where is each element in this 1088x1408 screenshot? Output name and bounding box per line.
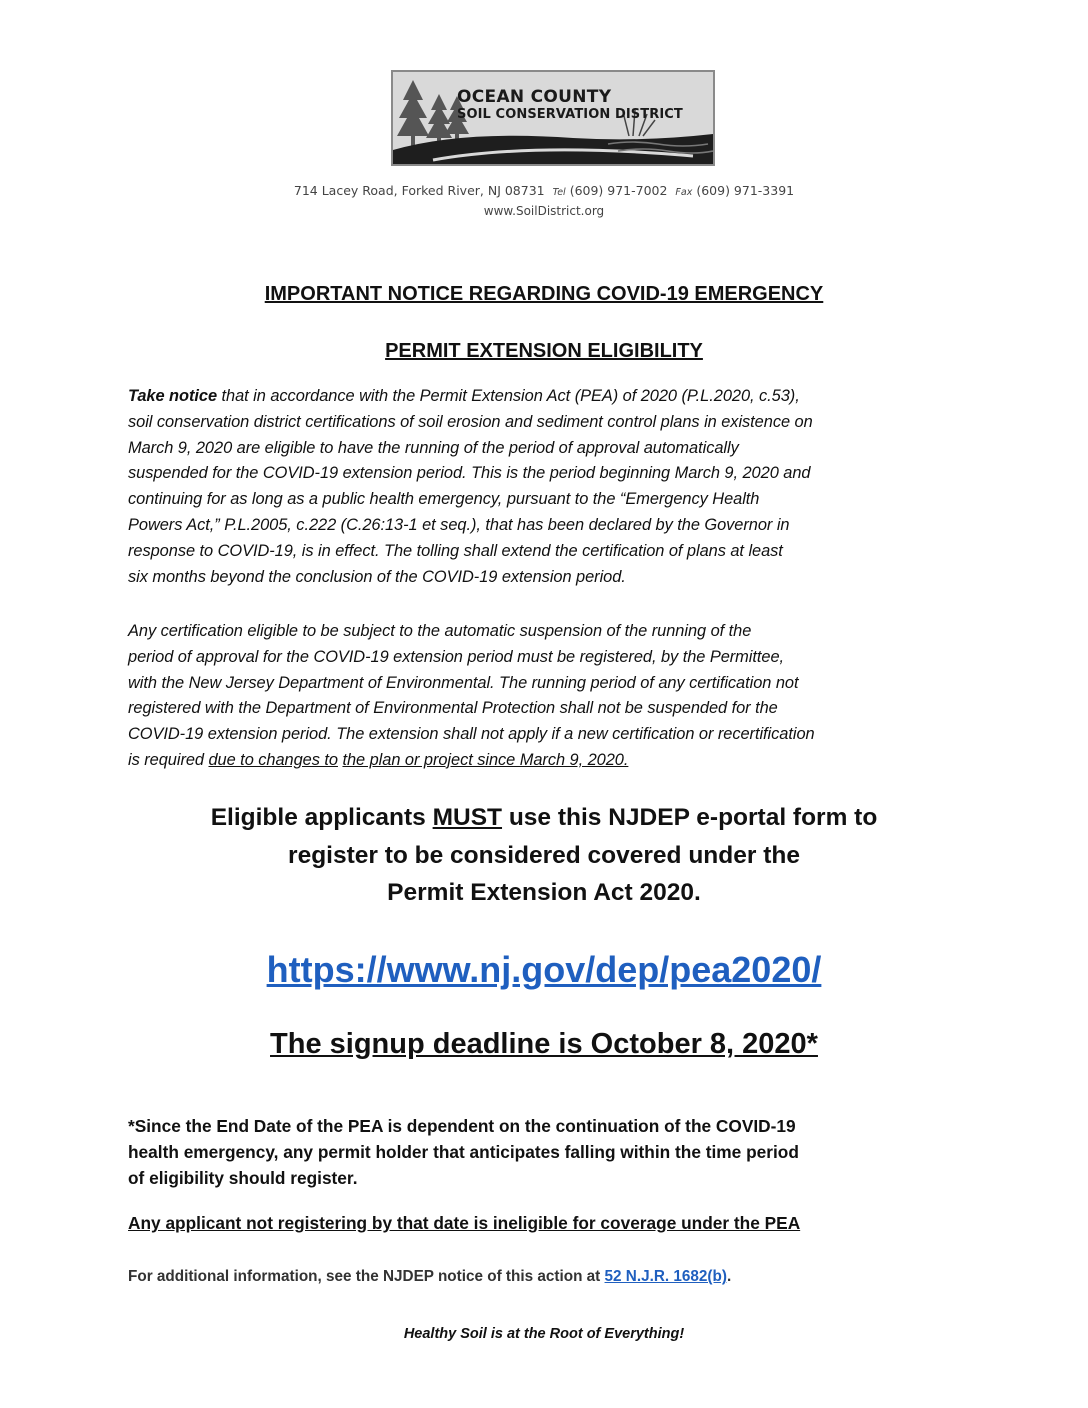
- footnote-line: health emergency, any permit holder that anticipates falling within the time period: [128, 1142, 799, 1162]
- district-logo: [391, 70, 715, 166]
- callout-line: Permit Extension Act 2020.: [387, 879, 701, 906]
- paragraph-line: Any certification eligible to be subject to the automatic suspension of the running of the: [128, 622, 752, 640]
- address: 714 Lacey Road, Forked River, NJ 08731: [293, 183, 545, 198]
- paragraph-take-notice: [128, 384, 968, 590]
- paragraph-line: response to COVID-19, is in effect. The tolling shall extend the certification of plans at least: [128, 541, 783, 560]
- paragraph-line: Powers Act,” P.L.2005, c.222 (C.26:13-1 et seq.), that has been declared by the Governor in: [128, 515, 790, 534]
- paragraph-line: is required due to changes to the plan or project since March 9, 2020.: [128, 750, 629, 769]
- logo-line-2: SOIL CONSERVATION DISTRICT: [457, 107, 683, 122]
- website[interactable]: www.SoilDistrict.org: [483, 204, 605, 218]
- underlined-text: the plan or project since March 9, 2020.: [342, 750, 629, 769]
- additional-info: For additional information, see the NJDEP notice of this action at 52 N.J.R. 1682(b).: [128, 1268, 732, 1285]
- fax-label: Fax: [675, 187, 693, 198]
- footnote-line: *Since the End Date of the PEA is dependent on the continuation of the COVID-19: [128, 1116, 796, 1136]
- njr-citation-link[interactable]: 52 N.J.R. 1682(b): [604, 1268, 727, 1285]
- paragraph-line: continuing for as long as a public health emergency, pursuant to the “Emergency Health: [128, 490, 760, 509]
- contact-line: [0, 183, 1088, 198]
- fax-number: (609) 971-3391: [696, 183, 795, 198]
- callout-line: Eligible applicants MUST use this NJDEP e-portal form to: [210, 804, 878, 831]
- footnote: [128, 1113, 968, 1191]
- registration-warning: Any applicant not registering by that date is ineligible for coverage under the PEA: [128, 1213, 801, 1233]
- paragraph-line: suspended for the COVID-19 extension period. This is the period beginning March 9, 2020 and: [128, 464, 811, 483]
- notice-title: IMPORTANT NOTICE REGARDING COVID-19 EMERGENCY: [264, 283, 824, 305]
- must-emphasis: MUST: [432, 804, 503, 831]
- paragraph-line: with the New Jersey Department of Environmental. The running period of any certification not: [128, 673, 799, 692]
- eligibility-callout: [0, 799, 1088, 912]
- tel-number: (609) 971-7002: [569, 183, 668, 198]
- paragraph-line: six months beyond the conclusion of the COVID-19 extension period.: [128, 567, 626, 586]
- signup-deadline: The signup deadline is October 8, 2020*: [270, 1028, 818, 1060]
- callout-line: register to be considered covered under the: [288, 841, 800, 869]
- tel-label: Tel: [552, 187, 566, 198]
- footnote-line: of eligibility should register.: [128, 1168, 358, 1188]
- paragraph-line: Take notice that in accordance with the Permit Extension Act (PEA) of 2020 (P.L.2020, c.53),: [128, 387, 800, 405]
- paragraph-registration: [128, 619, 968, 774]
- paragraph-line: period of approval for the COVID-19 extension period must be registered, by the Permittee,: [128, 647, 785, 666]
- paragraph-line: COVID-19 extension period. The extension shall not apply if a new certification or recertification: [128, 725, 815, 744]
- pea2020-portal-link[interactable]: https://www.nj.gov/dep/pea2020/: [266, 949, 822, 990]
- tagline: Healthy Soil is at the Root of Everything!: [403, 1326, 685, 1342]
- paragraph-line: registered with the Department of Environmental Protection shall not be suspended for the: [128, 699, 778, 718]
- take-notice-lead: Take notice: [128, 387, 218, 405]
- paragraph-line: soil conservation district certifications of soil erosion and sediment control plans in existence on: [128, 412, 813, 431]
- underlined-text: due to changes to: [208, 750, 338, 769]
- logo-line-1: OCEAN COUNTY: [457, 87, 612, 107]
- paragraph-line: March 9, 2020 are eligible to have the running of the period of approval automatically: [128, 438, 739, 457]
- notice-subtitle: PERMIT EXTENSION ELIGIBILITY: [385, 340, 703, 362]
